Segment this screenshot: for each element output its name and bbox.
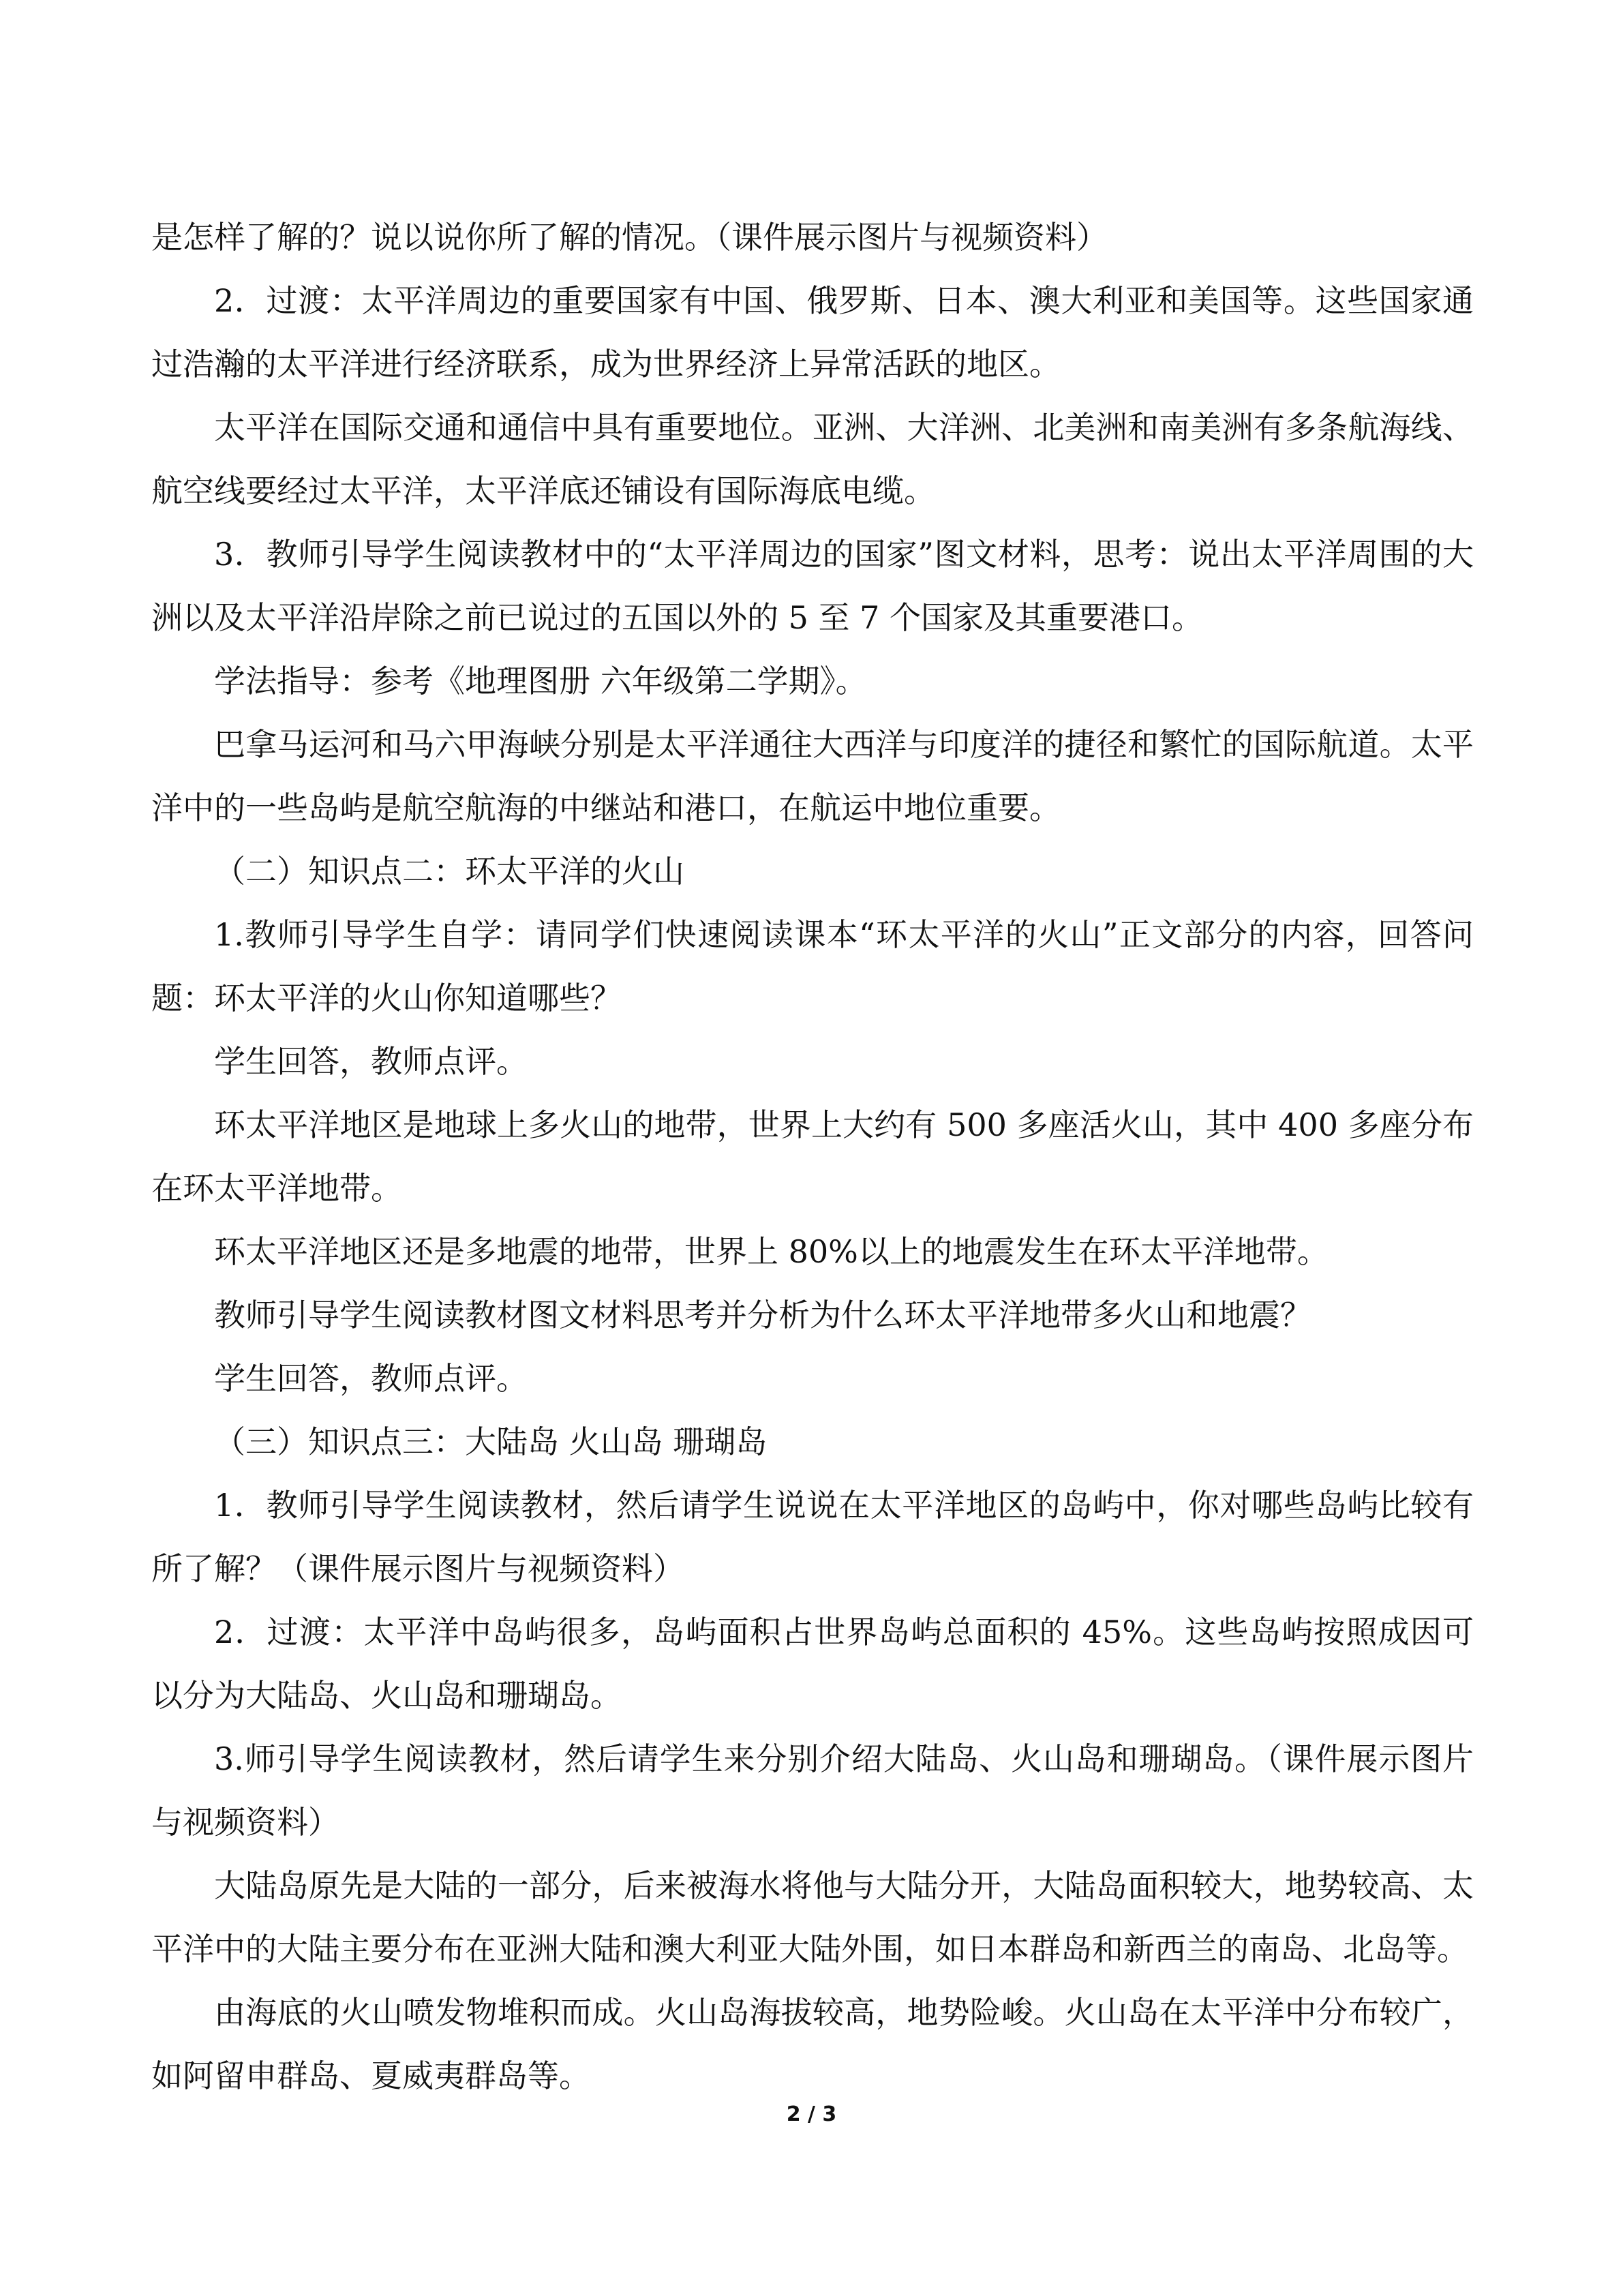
- paragraph-island-intro: 1．教师引导学生阅读教材，然后请学生说说在太平洋地区的岛屿中，你对哪些岛屿比较有所了解？（课件展示图片与视频资料）: [151, 1487, 1474, 1587]
- section-heading-volcanoes: （二）知识点二：环太平洋的火山: [214, 853, 684, 890]
- paragraph-traffic-communication: 太平洋在国际交通和通信中具有重要地位。亚洲、大洋洲、北美洲和南美洲有多条航海线、航空线要经过太平洋，太平洋底还铺设有国际海底电缆。: [151, 409, 1474, 509]
- paragraph-earthquake-facts: 环太平洋地区还是多地震的地带，世界上 80%以上的地震发生在环太平洋地带。: [214, 1233, 1329, 1270]
- document-body: [151, 206, 1474, 2108]
- paragraph-reading-task: 3．教师引导学生阅读教材中的“太平洋周边的国家”图文材料，思考：说出太平洋周围的大洲以及太平洋沿岸除之前已说过的五国以外的 5 至 7 个国家及其重要港口。: [151, 536, 1474, 636]
- paragraph-continued: 是怎样了解的？说以说你所了解的情况。（课件展示图片与视频资料）: [151, 219, 1108, 256]
- paragraph-transition-countries: 2．过渡：太平洋周边的重要国家有中国、俄罗斯、日本、澳大利亚和美国等。这些国家通过浩瀚的太平洋进行经济联系，成为世界经济上异常活跃的地区。: [151, 282, 1474, 382]
- paragraph-volcanic-island: 由海底的火山喷发物堆积而成。火山岛海拔较高，地势险峻。火山岛在太平洋中分布较广，如阿留申群岛、夏威夷群岛等。: [151, 1994, 1474, 2094]
- paragraph-student-answer: 学生回答，教师点评。: [214, 1043, 528, 1080]
- page-number: 2 / 3: [786, 2102, 837, 2126]
- paragraph-volcano-facts: 环太平洋地区是地球上多火山的地带，世界上大约有 500 多座活火山，其中 400 多座分布在环太平洋地带。: [151, 1106, 1474, 1207]
- paragraph-continental-island: 大陆岛原先是大陆的一部分，后来被海水将他与大陆分开，大陆岛面积较大，地势较高、太平洋中的大陆主要分布在亚洲大陆和澳大利亚大陆外围，如日本群岛和新西兰的南岛、北岛等。: [151, 1867, 1474, 1967]
- paragraph-canal-strait: 巴拿马运河和马六甲海峡分别是太平洋通往大西洋与印度洋的捷径和繁忙的国际航道。太平洋中的一些岛屿是航空航海的中继站和港口，在航运中地位重要。: [151, 726, 1474, 826]
- paragraph-self-study: 1.教师引导学生自学：请同学们快速阅读课本“环太平洋的火山”正文部分的内容，回答问题：环太平洋的火山你知道哪些？: [151, 916, 1474, 1016]
- paragraph-island-types: 3.师引导学生阅读教材，然后请学生来分别介绍大陆岛、火山岛和珊瑚岛。（课件展示图片与视频资料）: [151, 1740, 1474, 1841]
- section-heading-islands: （三）知识点三：大陆岛 火山岛 珊瑚岛: [214, 1423, 768, 1460]
- paragraph-study-guide: 学法指导：参考《地理图册 六年级第二学期》。: [214, 663, 867, 699]
- paragraph-island-transition: 2．过渡：太平洋中岛屿很多，岛屿面积占世界岛屿总面积的 45%。这些岛屿按照成因可以分为大陆岛、火山岛和珊瑚岛。: [151, 1614, 1474, 1714]
- paragraph-analysis-question: 教师引导学生阅读教材图文材料思考并分析为什么环太平洋地带多火山和地震？: [214, 1297, 1311, 1333]
- paragraph-student-answer-2: 学生回答，教师点评。: [214, 1360, 528, 1397]
